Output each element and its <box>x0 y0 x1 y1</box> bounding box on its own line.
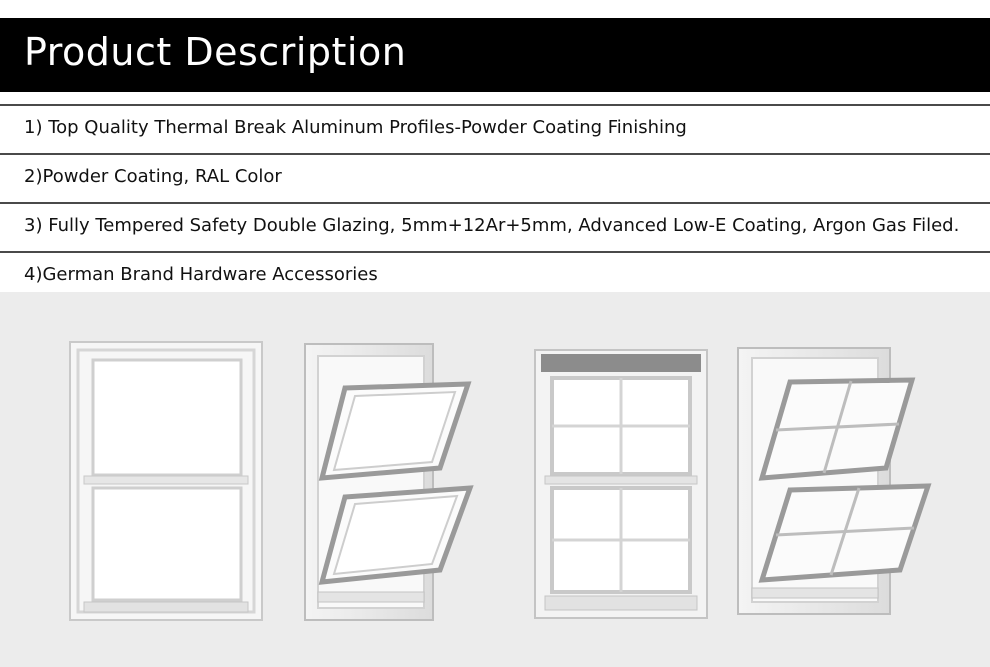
divider <box>0 104 990 106</box>
feature-item: 1) Top Quality Thermal Break Aluminum Profiles-Powder Coating Finishing <box>24 117 687 138</box>
divider <box>0 251 990 253</box>
feature-item: 4)German Brand Hardware Accessories <box>24 264 378 285</box>
page-title: Product Description <box>24 30 407 74</box>
window-photo-illustration <box>0 292 990 667</box>
tilted-grid-sashes-window <box>738 348 928 614</box>
grid-single-hung-window <box>535 350 707 618</box>
closed-single-hung-window <box>70 342 262 620</box>
divider <box>0 153 990 155</box>
feature-item: 2)Powder Coating, RAL Color <box>24 166 282 187</box>
divider <box>0 202 990 204</box>
product-photo <box>0 292 990 667</box>
header-bar <box>0 18 990 92</box>
feature-item: 3) Fully Tempered Safety Double Glazing, 5mm+12Ar+5mm, Advanced Low-E Coating, Argon Gas Filed. <box>24 215 960 236</box>
tilted-sashes-window <box>305 344 470 620</box>
